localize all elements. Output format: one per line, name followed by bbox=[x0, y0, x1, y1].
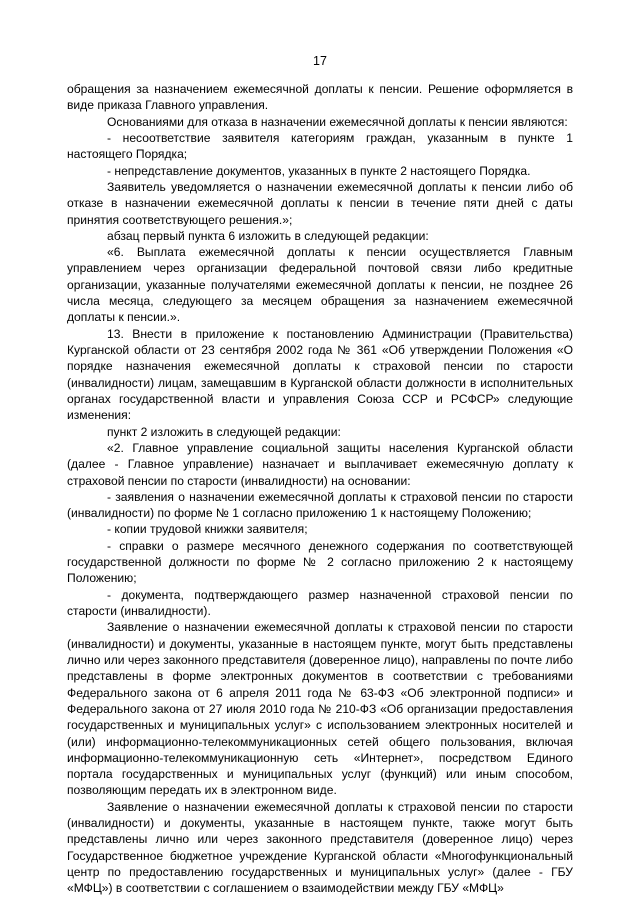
page-number: 17 bbox=[313, 54, 327, 68]
paragraph: Основаниями для отказа в назначении ежемесячной доплаты к пенсии являются: bbox=[107, 114, 568, 129]
paragraph: Заявление о назначении ежемесячной доплаты к страховой пенсии по старости (инвалидности) и документы, указанные в настоящем пункте, также могут быть представлены лично или через законного представителя (доверенное лицо) через Государственное бюджетное учреждение Курганской области «Многофункциональный центр по предоставлению государственных и муниципальных услуг» (далее - ГБУ «МФЦ») в соответствии с соглашением о взаимодействии между ГБУ «МФЦ» bbox=[67, 799, 573, 896]
list-item: - несоответствие заявителя категориям граждан, указанным в пункте 1 настоящего Порядка; bbox=[67, 130, 573, 162]
paragraph: обращения за назначением ежемесячной доплаты к пенсии. Решение оформляется в виде приказа Главного управления. bbox=[67, 82, 573, 113]
list-item: - справки о размере месячного денежного содержания по соответствующей государственной должности по форме № 2 согласно приложению 2 к настоящему Положению; bbox=[67, 538, 573, 586]
paragraph: пункт 2 изложить в следующей редакции: bbox=[107, 424, 341, 439]
paragraph: «6. Выплата ежемесячной доплаты к пенсии осуществляется Главным управлением через организации федеральной почтовой связи либо кредитные организации, указанные получателями ежемесячной доплаты к пенсии, не позднее 26 числа месяца, следующего за месяцем обращения за назначением ежемесячной доплаты к пенсии.». bbox=[67, 245, 573, 325]
list-item: - копии трудовой книжки заявителя; bbox=[107, 522, 308, 537]
paragraph: абзац первый пункта 6 изложить в следующей редакции: bbox=[107, 228, 429, 243]
paragraph: Заявитель уведомляется о назначении ежемесячной доплаты к пенсии либо об отказе в назначении ежемесячной доплаты к пенсии в течение пяти дней с даты принятия соответствующего решения.»; bbox=[67, 179, 573, 227]
paragraph: 13. Внести в приложение к постановлению Администрации (Правительства) Курганской области от 23 сентября 2002 года № 361 «Об утверждении Положения «О порядке назначения ежемесячной доплаты к страховой пенсии по старости (инвалидности) лицам, замещавшим в Курганской области должности в исполнительных органах государственной власти и управления Союза ССР и РСФСР» следующие изменения: bbox=[67, 326, 573, 423]
list-item: - документа, подтверждающего размер назначенной страховой пенсии по старости (инвалидности). bbox=[67, 587, 573, 618]
paragraph: Заявление о назначении ежемесячной доплаты к страховой пенсии по старости (инвалидности) и документы, указанные в настоящем пункте, могут быть представлены лично или через законного представителя (доверенное лицо), направлены по почте либо представлены в форме электронных документов в соответствии с требованиями Федерального закона от 6 апреля 2011 года № 63-ФЗ «Об электронной подписи» и Федерального закона от 27 июля 2010 года № 210-ФЗ «Об организации предоставления государственных и муниципальных услуг» с использованием электронных носителей и (или) информационно-телекоммуникационных сетей общего пользования, включая информационно-телекоммуникационную сеть «Интернет», посредством Единого портала государственных и муниципальных услуг (функций) или иным способом, позволяющим передать их в электронном виде. bbox=[67, 620, 573, 798]
list-item: - непредставление документов, указанных в пункте 2 настоящего Порядка. bbox=[107, 163, 531, 178]
paragraph: «2. Главное управление социальной защиты населения Курганской области (далее - Главное управление) назначает и выплачивает ежемесячную доплату к страховой пенсии по старости (инвалидности) на основании: bbox=[67, 440, 573, 488]
document-body bbox=[67, 81, 573, 897]
list-item: - заявления о назначении ежемесячной доплаты к страховой пенсии по старости (инвалидности) по форме № 1 согласно приложению 1 к настоящему Положению; bbox=[67, 489, 573, 521]
